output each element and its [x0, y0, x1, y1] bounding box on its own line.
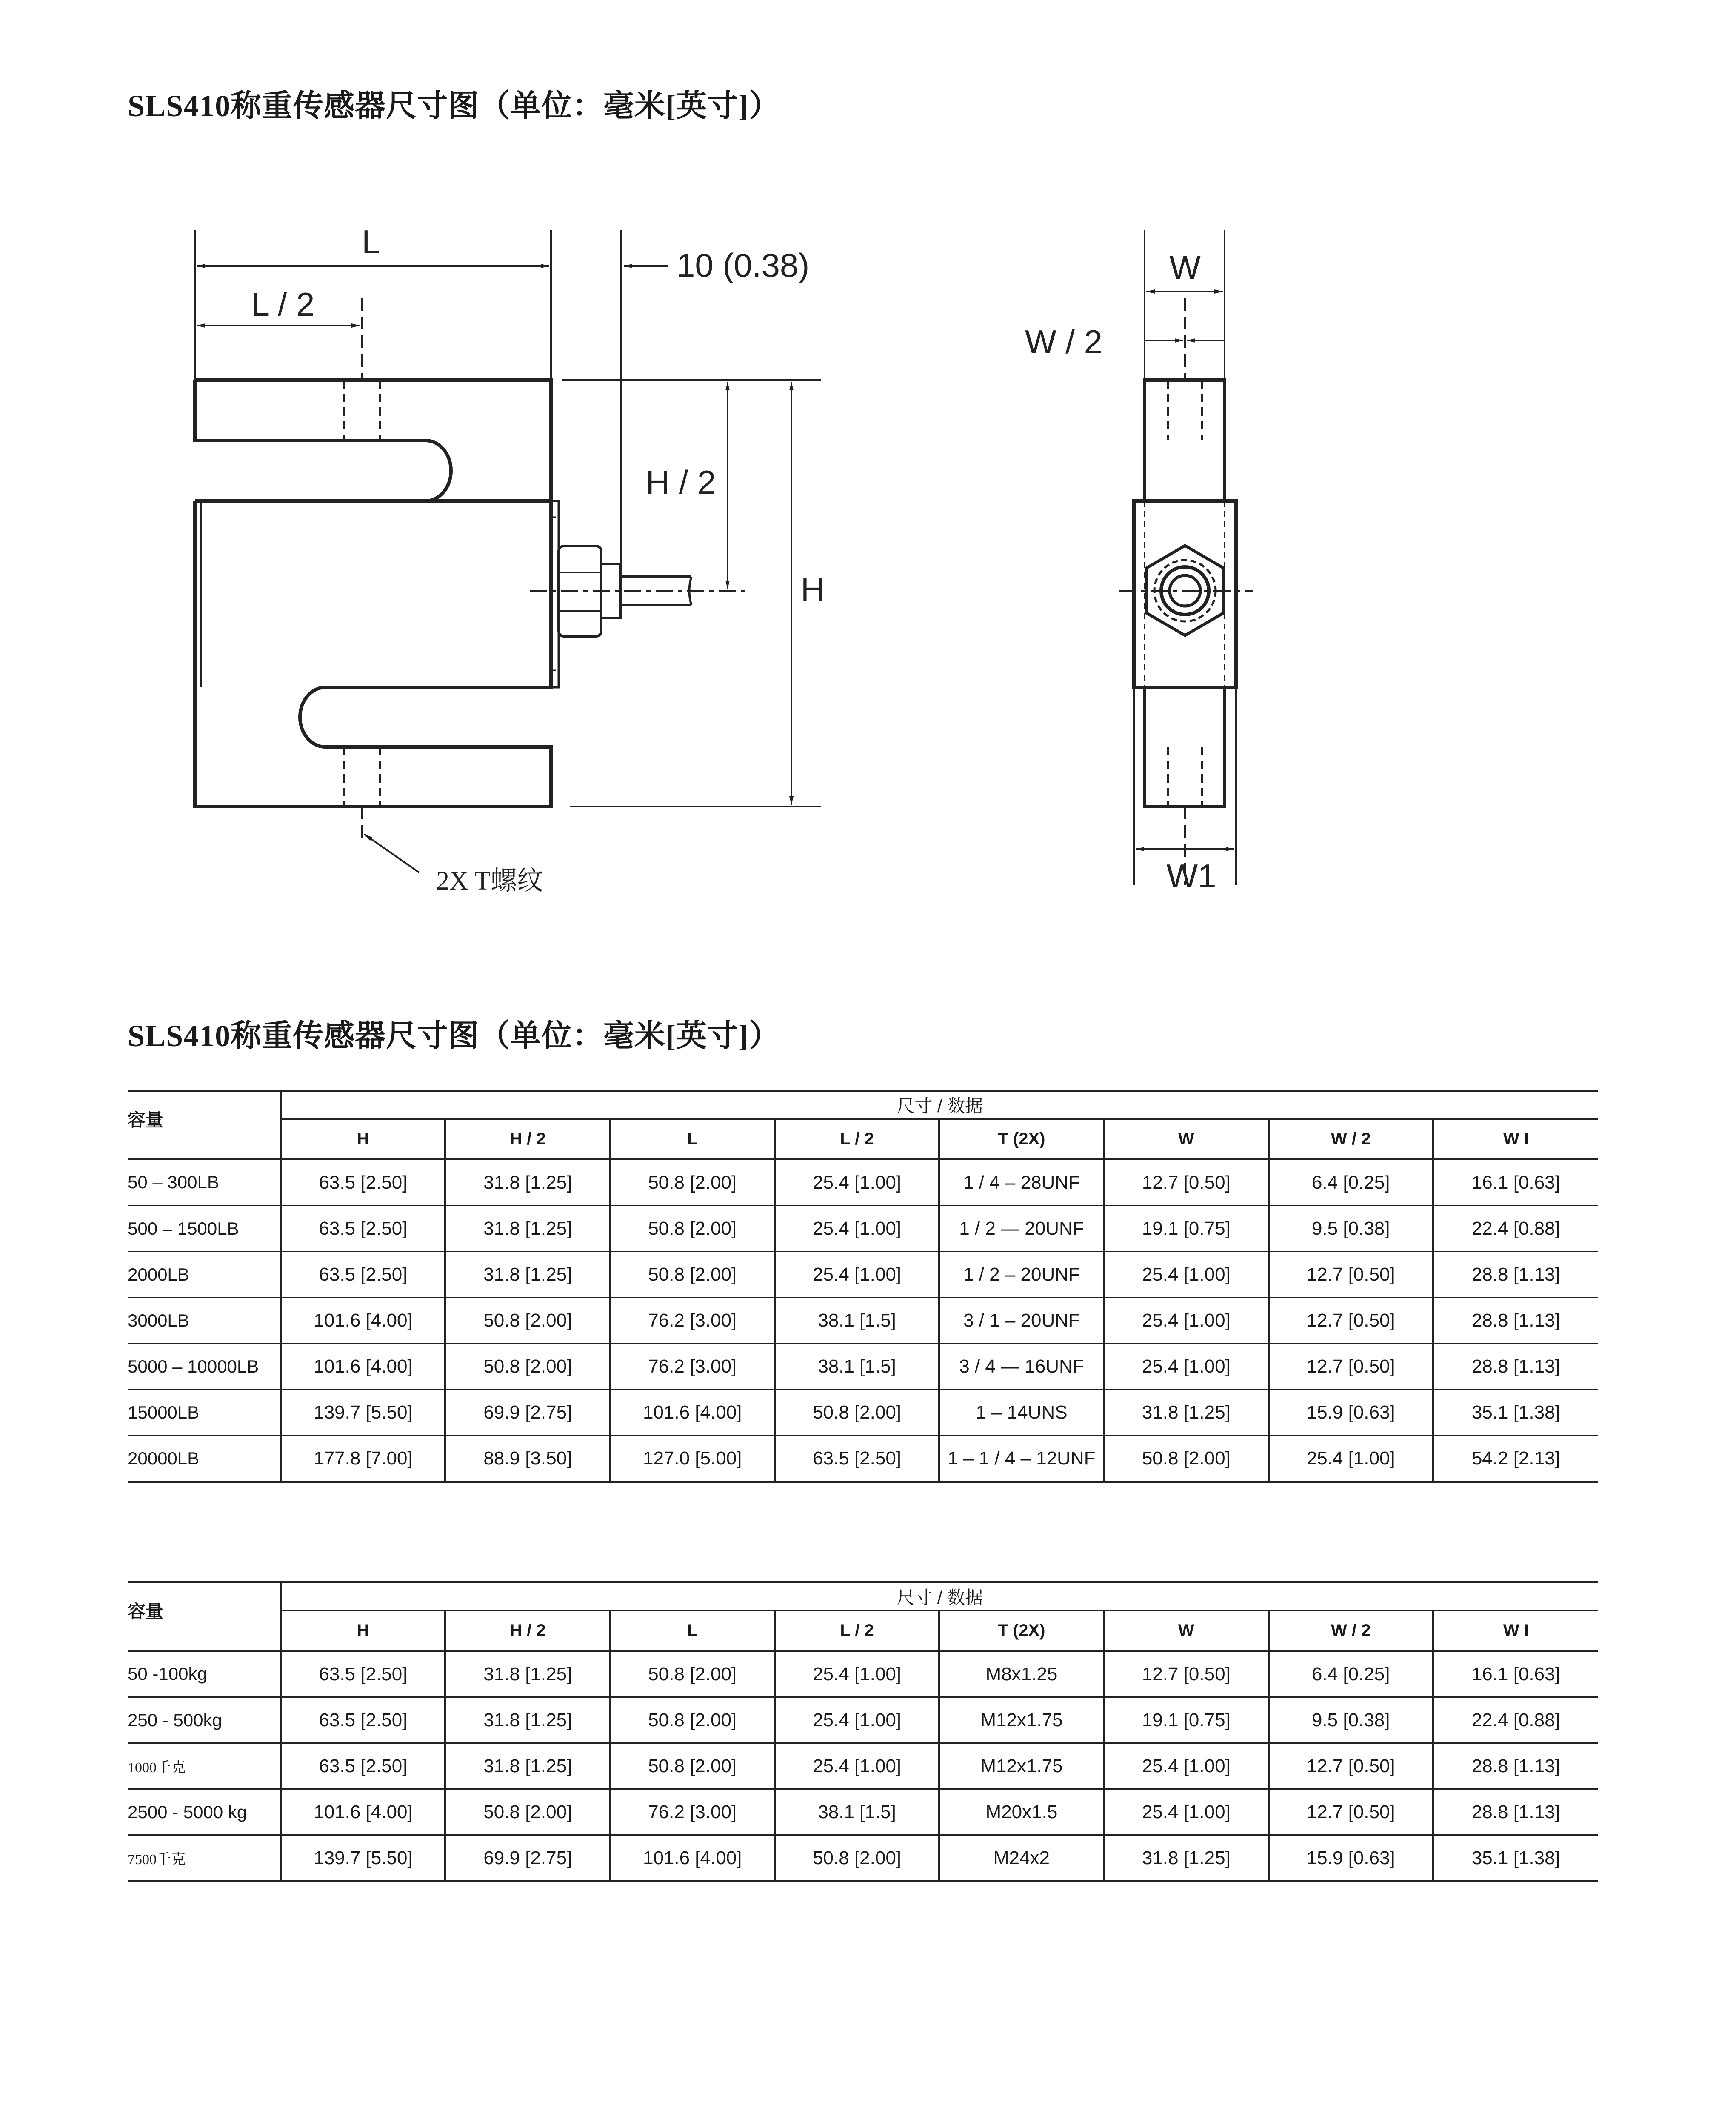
column-header: H [281, 1610, 445, 1651]
label-10-038: 10 (0.38) [677, 246, 810, 284]
column-header: W [1104, 1119, 1268, 1159]
table-cell: 31.8 [1.25] [445, 1697, 610, 1743]
column-header: H [281, 1119, 445, 1159]
table-row [128, 1835, 1598, 1882]
table-cell: 28.8 [1.13] [1433, 1789, 1598, 1835]
capacity-header: 容量 [128, 1582, 281, 1651]
label-W-half: W / 2 [1025, 323, 1103, 360]
table-cell: 63.5 [2.50] [281, 1651, 445, 1697]
table-cell: 38.1 [1.5] [775, 1298, 939, 1344]
table-cell: 101.6 [4.00] [610, 1390, 775, 1436]
label-W: W [1169, 249, 1201, 286]
dimension-table-kg [128, 1581, 1598, 1882]
label-L-half: L / 2 [251, 286, 315, 323]
table-cell: 31.8 [1.25] [445, 1252, 610, 1298]
column-header: T (2X) [939, 1610, 1104, 1651]
table-cell: 25.4 [1.00] [1104, 1789, 1268, 1835]
table-cell: 76.2 [3.00] [610, 1344, 775, 1390]
dimension-table-lb [128, 1090, 1598, 1483]
table-cell: 25.4 [1.00] [775, 1697, 939, 1743]
table-cell: 3 / 1 – 20UNF [939, 1298, 1104, 1344]
column-header: L [610, 1119, 775, 1159]
table-cell: 139.7 [5.50] [281, 1835, 445, 1882]
capacity-cell: 1000千克 [128, 1743, 281, 1789]
capacity-cell: 50 – 300LB [128, 1159, 281, 1206]
table-cell: 25.4 [1.00] [1268, 1436, 1433, 1482]
capacity-cell: 2500 - 5000 kg [128, 1789, 281, 1835]
table-cell: 50.8 [2.00] [445, 1344, 610, 1390]
table-cell: 1 / 2 – 20UNF [939, 1252, 1104, 1298]
capacity-cell: 50 -100kg [128, 1651, 281, 1697]
table-row [128, 1252, 1598, 1298]
table-cell: 16.1 [0.63] [1433, 1651, 1598, 1697]
column-header: H / 2 [445, 1119, 610, 1159]
table-cell: 31.8 [1.25] [445, 1159, 610, 1206]
capacity-cell: 5000 – 10000LB [128, 1344, 281, 1390]
table-cell: 25.4 [1.00] [775, 1159, 939, 1206]
table-cell: 50.8 [2.00] [610, 1206, 775, 1252]
table-cell: 12.7 [0.50] [1268, 1252, 1433, 1298]
capacity-cell: 20000LB [128, 1436, 281, 1482]
table-cell: 63.5 [2.50] [281, 1252, 445, 1298]
table-cell: M12x1.75 [939, 1697, 1104, 1743]
table-row [128, 1390, 1598, 1436]
table-cell: 50.8 [2.00] [445, 1298, 610, 1344]
table-cell: 38.1 [1.5] [775, 1344, 939, 1390]
table-cell: 25.4 [1.00] [775, 1206, 939, 1252]
table-row [128, 1298, 1598, 1344]
table-cell: 6.4 [0.25] [1268, 1651, 1433, 1697]
table-cell: 12.7 [0.50] [1268, 1298, 1433, 1344]
table-cell: 31.8 [1.25] [1104, 1390, 1268, 1436]
table-row [128, 1436, 1598, 1482]
table-cell: 50.8 [2.00] [775, 1390, 939, 1436]
table-cell: 25.4 [1.00] [1104, 1344, 1268, 1390]
table-cell: 127.0 [5.00] [610, 1436, 775, 1482]
table-cell: 25.4 [1.00] [1104, 1298, 1268, 1344]
table-cell: 12.7 [0.50] [1268, 1743, 1433, 1789]
capacity-cell: 500 – 1500LB [128, 1206, 281, 1252]
table-cell: 76.2 [3.00] [610, 1789, 775, 1835]
table-cell: 3 / 4 — 16UNF [939, 1344, 1104, 1390]
label-L: L [362, 223, 380, 260]
table-cell: 25.4 [1.00] [775, 1743, 939, 1789]
table-cell: 177.8 [7.00] [281, 1436, 445, 1482]
table-cell: 19.1 [0.75] [1104, 1206, 1268, 1252]
capacity-cell: 250 - 500kg [128, 1697, 281, 1743]
table-cell: 25.4 [1.00] [775, 1252, 939, 1298]
table-cell: 31.8 [1.25] [445, 1743, 610, 1789]
table-cell: 25.4 [1.00] [775, 1651, 939, 1697]
table-cell: 88.9 [3.50] [445, 1436, 610, 1482]
page-title: SLS410称重传感器尺寸图（单位：毫米[英寸]） [128, 89, 780, 123]
table-heading: SLS410称重传感器尺寸图（单位：毫米[英寸]） [128, 1019, 780, 1053]
label-thread: 2X T螺纹 [436, 867, 544, 895]
table-cell: 25.4 [1.00] [1104, 1252, 1268, 1298]
table-cell: 69.9 [2.75] [445, 1390, 610, 1436]
column-header: L [610, 1610, 775, 1651]
table-cell: 22.4 [0.88] [1433, 1206, 1598, 1252]
table-row [128, 1697, 1598, 1743]
table-cell: 31.8 [1.25] [1104, 1835, 1268, 1882]
table-cell: 35.1 [1.38] [1433, 1835, 1598, 1882]
table-cell: 50.8 [2.00] [445, 1789, 610, 1835]
capacity-header: 容量 [128, 1091, 281, 1159]
table-cell: 139.7 [5.50] [281, 1390, 445, 1436]
table-cell: 101.6 [4.00] [281, 1344, 445, 1390]
table-row [128, 1344, 1598, 1390]
table-cell: 1 – 1 / 4 – 12UNF [939, 1436, 1104, 1482]
table-cell: 28.8 [1.13] [1433, 1344, 1598, 1390]
table-cell: 50.8 [2.00] [610, 1697, 775, 1743]
table-cell: 16.1 [0.63] [1433, 1159, 1598, 1206]
table-cell: 28.8 [1.13] [1433, 1252, 1598, 1298]
table-cell: 63.5 [2.50] [281, 1206, 445, 1252]
table-cell: 63.5 [2.50] [281, 1159, 445, 1206]
table-cell: 50.8 [2.00] [610, 1651, 775, 1697]
capacity-cell: 7500千克 [128, 1835, 281, 1882]
table-cell: 54.2 [2.13] [1433, 1436, 1598, 1482]
column-header: W / 2 [1268, 1610, 1433, 1651]
table-cell: 50.8 [2.00] [610, 1159, 775, 1206]
column-header: L / 2 [775, 1119, 939, 1159]
table-cell: 1 / 4 – 28UNF [939, 1159, 1104, 1206]
table-cell: 101.6 [4.00] [281, 1789, 445, 1835]
dimension-drawing [0, 0, 1736, 936]
column-header: W I [1433, 1610, 1598, 1651]
table-cell: 6.4 [0.25] [1268, 1159, 1433, 1206]
column-header: T (2X) [939, 1119, 1104, 1159]
table-cell: 22.4 [0.88] [1433, 1697, 1598, 1743]
table-cell: 12.7 [0.50] [1104, 1651, 1268, 1697]
table-cell: 12.7 [0.50] [1268, 1789, 1433, 1835]
table-row [128, 1159, 1598, 1206]
table-cell: 12.7 [0.50] [1104, 1159, 1268, 1206]
table-cell: 1 / 2 — 20UNF [939, 1206, 1104, 1252]
table-cell: 50.8 [2.00] [1104, 1436, 1268, 1482]
table-cell: 63.5 [2.50] [775, 1436, 939, 1482]
table-cell: 50.8 [2.00] [775, 1835, 939, 1882]
capacity-cell: 2000LB [128, 1252, 281, 1298]
table-cell: 15.9 [0.63] [1268, 1835, 1433, 1882]
table-row [128, 1789, 1598, 1835]
table-cell: M24x2 [939, 1835, 1104, 1882]
group-header: 尺寸 / 数据 [281, 1582, 1598, 1611]
table-cell: 25.4 [1.00] [1104, 1743, 1268, 1789]
table-cell: M20x1.5 [939, 1789, 1104, 1835]
label-H-half: H / 2 [645, 463, 716, 501]
table-cell: 50.8 [2.00] [610, 1252, 775, 1298]
table-cell: 28.8 [1.13] [1433, 1298, 1598, 1344]
table-cell: 9.5 [0.38] [1268, 1206, 1433, 1252]
table-cell: 101.6 [4.00] [281, 1298, 445, 1344]
table-cell: 1 – 14UNS [939, 1390, 1104, 1436]
capacity-cell: 3000LB [128, 1298, 281, 1344]
table-cell: 101.6 [4.00] [610, 1835, 775, 1882]
table-cell: 31.8 [1.25] [445, 1651, 610, 1697]
table-cell: M8x1.25 [939, 1651, 1104, 1697]
column-header: W I [1433, 1119, 1598, 1159]
group-header: 尺寸 / 数据 [281, 1091, 1598, 1119]
table-cell: 28.8 [1.13] [1433, 1743, 1598, 1789]
table-cell: 35.1 [1.38] [1433, 1390, 1598, 1436]
table-cell: 50.8 [2.00] [610, 1743, 775, 1789]
column-header: L / 2 [775, 1610, 939, 1651]
column-header: W [1104, 1610, 1268, 1651]
table-cell: 38.1 [1.5] [775, 1789, 939, 1835]
column-header: W / 2 [1268, 1119, 1433, 1159]
table-cell: 76.2 [3.00] [610, 1298, 775, 1344]
label-H: H [800, 571, 825, 608]
column-header: H / 2 [445, 1610, 610, 1651]
label-W1: W1 [1166, 857, 1216, 895]
table-cell: 9.5 [0.38] [1268, 1697, 1433, 1743]
table-row [128, 1206, 1598, 1252]
table-cell: 15.9 [0.63] [1268, 1390, 1433, 1436]
table-cell: M12x1.75 [939, 1743, 1104, 1789]
table-cell: 63.5 [2.50] [281, 1697, 445, 1743]
table-row [128, 1743, 1598, 1789]
table-cell: 63.5 [2.50] [281, 1743, 445, 1789]
table-row [128, 1651, 1598, 1697]
table-cell: 31.8 [1.25] [445, 1206, 610, 1252]
table-cell: 12.7 [0.50] [1268, 1344, 1433, 1390]
front-view [1119, 298, 1253, 885]
table-cell: 19.1 [0.75] [1104, 1697, 1268, 1743]
table-cell: 69.9 [2.75] [445, 1835, 610, 1882]
capacity-cell: 15000LB [128, 1390, 281, 1436]
